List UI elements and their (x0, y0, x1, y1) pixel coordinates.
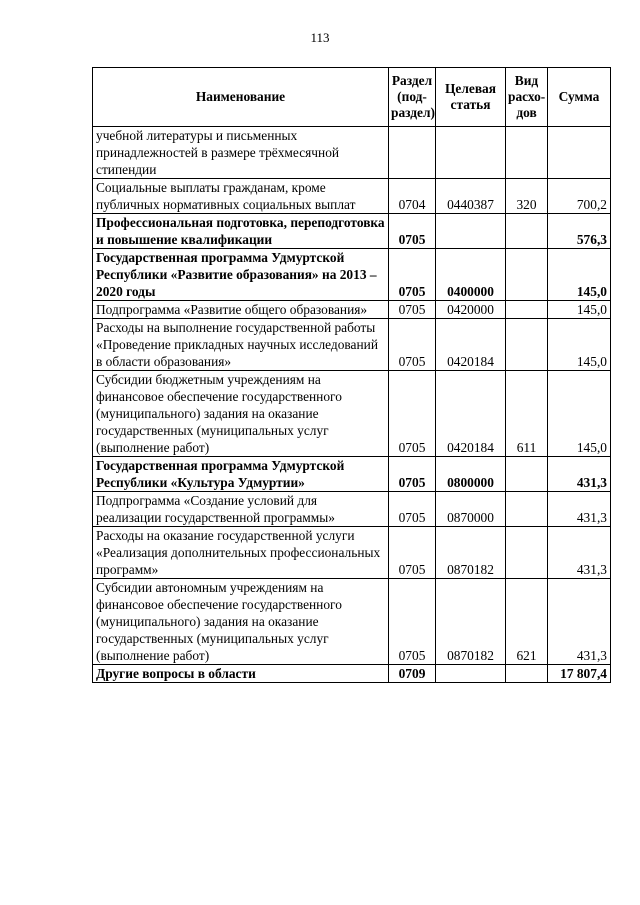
cell-target: 0870182 (436, 579, 506, 665)
cell-target (436, 214, 506, 249)
cell-type (506, 127, 548, 179)
cell-section: 0709 (389, 665, 436, 683)
cell-type (506, 457, 548, 492)
cell-sum: 431,3 (548, 579, 611, 665)
cell-sum: 145,0 (548, 301, 611, 319)
cell-name: Субсидии бюджетным учреждениям на финансовое обеспечение государственного (муниципального) задания на оказание государственных (муниципальных услуг (выполнение работ) (93, 371, 389, 457)
table-row (93, 527, 611, 579)
table-row (93, 665, 611, 683)
header-section: Раздел (под-раздел) (389, 68, 436, 127)
cell-target: 0440387 (436, 179, 506, 214)
table-row (93, 579, 611, 665)
cell-sum: 145,0 (548, 371, 611, 457)
cell-name: Государственная программа Удмуртской Республики «Развитие образования» на 2013 – 2020 годы (93, 249, 389, 301)
cell-target (436, 127, 506, 179)
cell-sum: 145,0 (548, 249, 611, 301)
cell-section: 0705 (389, 319, 436, 371)
cell-section: 0705 (389, 214, 436, 249)
cell-name: Подпрограмма «Развитие общего образования» (93, 301, 389, 319)
cell-sum: 17 807,4 (548, 665, 611, 683)
cell-type (506, 527, 548, 579)
cell-name: учебной литературы и письменных принадлежностей в размере трёхмесячной стипендии (93, 127, 389, 179)
cell-section: 0705 (389, 457, 436, 492)
cell-section: 0705 (389, 301, 436, 319)
table-row (93, 179, 611, 214)
cell-name: Подпрограмма «Создание условий для реализации государственной программы» (93, 492, 389, 527)
cell-target: 0400000 (436, 249, 506, 301)
cell-sum: 431,3 (548, 457, 611, 492)
table-row (93, 492, 611, 527)
cell-name: Расходы на выполнение государственной работы «Проведение прикладных научных исследований в области образования» (93, 319, 389, 371)
table-row (93, 319, 611, 371)
cell-target: 0800000 (436, 457, 506, 492)
cell-type: 621 (506, 579, 548, 665)
table-row (93, 127, 611, 179)
cell-target: 0420184 (436, 319, 506, 371)
cell-type (506, 249, 548, 301)
cell-sum: 431,3 (548, 492, 611, 527)
header-target: Целевая статья (436, 68, 506, 127)
cell-section: 0705 (389, 527, 436, 579)
table-row (93, 457, 611, 492)
cell-sum: 576,3 (548, 214, 611, 249)
cell-target (436, 665, 506, 683)
cell-type (506, 301, 548, 319)
cell-name: Государственная программа Удмуртской Республики «Культура Удмуртии» (93, 457, 389, 492)
cell-target: 0870182 (436, 527, 506, 579)
cell-sum: 145,0 (548, 319, 611, 371)
cell-sum (548, 127, 611, 179)
cell-type (506, 319, 548, 371)
table-header-row (93, 68, 611, 127)
cell-type: 320 (506, 179, 548, 214)
cell-section: 0705 (389, 371, 436, 457)
table-body (93, 127, 611, 683)
cell-sum: 431,3 (548, 527, 611, 579)
cell-name: Субсидии автономным учреждениям на финансовое обеспечение государственного (муниципального) задания на оказание государственных (муниципальных услуг (выполнение работ) (93, 579, 389, 665)
cell-type (506, 665, 548, 683)
cell-section (389, 127, 436, 179)
cell-type (506, 492, 548, 527)
cell-sum: 700,2 (548, 179, 611, 214)
cell-target: 0420000 (436, 301, 506, 319)
cell-name: Расходы на оказание государственной услуги «Реализация дополнительных профессиональных программ» (93, 527, 389, 579)
header-sum: Сумма (548, 68, 611, 127)
table-row (93, 301, 611, 319)
cell-name: Профессиональная подготовка, переподготовка и повышение квалификации (93, 214, 389, 249)
cell-section: 0705 (389, 579, 436, 665)
budget-table (92, 67, 611, 683)
cell-name: Другие вопросы в области (93, 665, 389, 683)
header-type: Вид расхо-дов (506, 68, 548, 127)
cell-type (506, 214, 548, 249)
cell-name: Социальные выплаты гражданам, кроме публичных нормативных социальных выплат (93, 179, 389, 214)
table-row (93, 214, 611, 249)
table-row (93, 249, 611, 301)
page-number: 113 (310, 30, 330, 45)
table-row (93, 371, 611, 457)
cell-target: 0420184 (436, 371, 506, 457)
cell-type: 611 (506, 371, 548, 457)
cell-target: 0870000 (436, 492, 506, 527)
cell-section: 0705 (389, 249, 436, 301)
cell-section: 0704 (389, 179, 436, 214)
header-name: Наименование (93, 68, 389, 127)
cell-section: 0705 (389, 492, 436, 527)
